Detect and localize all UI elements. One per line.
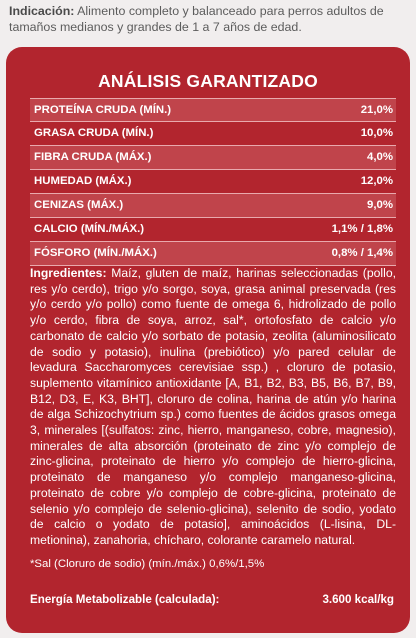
sal-note: *Sal (Cloruro de sodio) (mín./máx.) 0,6%/1,5% — [30, 558, 265, 570]
table-row — [30, 194, 396, 218]
energy-value: 3.600 kcal/kg — [322, 593, 394, 606]
row-label: PROTEÍNA CRUDA (MÍN.) — [34, 104, 172, 116]
row-value: 1,1% / 1,8% — [331, 223, 393, 235]
indicacion-text: Alimento completo y balanceado para perros adultos de tamaños medianos y grandes de 1 a 7 años de edad. — [9, 4, 384, 34]
row-value: 21,0% — [360, 104, 393, 116]
row-label: FIBRA CRUDA (MÁX.) — [34, 151, 152, 163]
table-row — [30, 146, 396, 170]
analysis-table — [30, 98, 396, 266]
row-value: 10,0% — [360, 127, 393, 139]
row-value: 12,0% — [360, 175, 393, 187]
row-label: HUMEDAD (MÁX.) — [34, 175, 132, 187]
row-value: 0,8% / 1,4% — [331, 247, 393, 259]
analysis-title: ANÁLISIS GARANTIZADO — [98, 71, 318, 91]
row-label: CALCIO (MÍN./MÁX.) — [34, 223, 145, 235]
energy-row — [30, 593, 396, 609]
row-value: 9,0% — [367, 199, 393, 211]
indicacion-text-block — [9, 3, 409, 35]
row-label: FÓSFORO (MÍN./MÁX.) — [34, 247, 157, 259]
row-label: CENIZAS (MÁX.) — [34, 199, 124, 211]
analysis-panel — [6, 47, 410, 633]
indicacion-label: Indicación: — [9, 4, 75, 18]
table-row — [30, 122, 396, 146]
ingredients-text: Maíz, gluten de maíz, harinas seleccionadas (pollo, res y/o cerdo), trigo y/o sorgo, soya, grasa animal preservada (res y/o cerdo y/o pollo) como fuente de omega 6, hidrolizado de pollo y/o cerdo, fibra de soya, arroz, sal*, ortofosfato de calcio y/o carbonato de calcio y/o sorbato de potasio, zeolita (aluminosilicato de sodio y potasio), inulina (prebiótico) y/o pared celular de levadura Saccharomyces cerevisiae ssp.) , cloruro de potasio, suplemento vitamínico antioxidante [A, B1, B2, B3, B5, B6, B7, B9, B12, D3, E, K3, BHT], cloruro de colina, harina de atún y/o harina de alga Schizochytrium sp.) como fuentes de ácidos grasos omega 3, minerales [(sulfatos: zinc, hierro, manganeso, cobre, magnesio), minerales de alta absorción (proteinato de zinc y/o complejo de zinc-glicina, proteinato de hierro y/o complejo de hierro-glicina, proteinato de manganeso y/o complejo manganeso-glicina, proteinato de cobre y/o complejo de cobre-glicina, proteinato de selenio y/o complejo de selenio-glicina), selenito de sodio, yodato de calcio o yodato de potasio], aminoácidos (L-lisina, DL-metionina), zanahoria, chícharo, colorante caramelo natural. — [30, 266, 396, 547]
table-row — [30, 242, 396, 266]
ingredients-label: Ingredientes: — [30, 266, 107, 280]
table-row — [30, 170, 396, 194]
row-label: GRASA CRUDA (MÍN.) — [34, 127, 154, 139]
ingredients-paragraph — [30, 266, 396, 549]
row-value: 4,0% — [367, 151, 393, 163]
table-row — [30, 218, 396, 242]
table-row — [30, 98, 396, 122]
energy-label: Energía Metabolizable (calculada): — [30, 593, 220, 606]
